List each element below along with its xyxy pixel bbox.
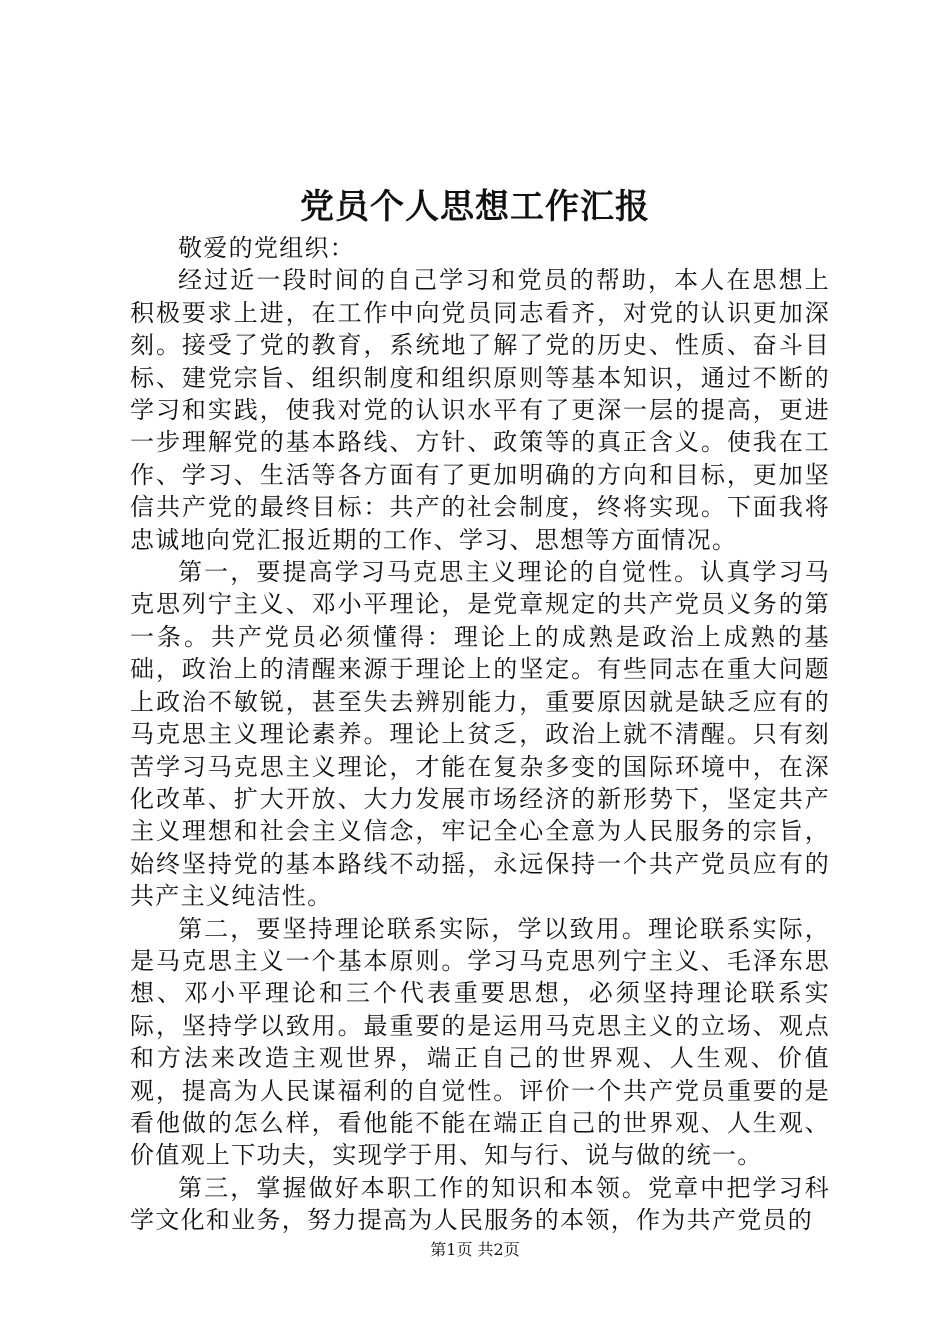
paragraph-third: 第三，掌握做好本职工作的知识和本领。党章中把学习科学文化和业务，努力提高为人民服务的本领，作为共产党员的 (130, 1173, 830, 1235)
paragraph-second: 第二，要坚持理论联系实际，学以致用。理论联系实际，是马克思主义一个基本原则。学习马克思列宁主义、毛泽东思想、邓小平理论和三个代表重要思想，必须坚持理论联系实际，坚持学以致用。最重要的是运用马克思主义的立场、观点和方法来改造主观世界，端正自己的世界观、人生观、价值观，提高为人民谋福利的自觉性。评价一个共产党员重要的是看他做的怎么样，看他能不能在端正自己的世界观、人生观、价值观上下功夫，实现学于用、知与行、说与做的统一。 (130, 914, 830, 1170)
paragraph-first: 第一，要提高学习马克思主义理论的自觉性。认真学习马克思列宁主义、邓小平理论，是党章规定的共产党员义务的第一条。共产党员必须懂得：理论上的成熟是政治上成熟的基础，政治上的清醒来源于理论上的坚定。有些同志在重大问题上政治不敏锐，甚至失去辨别能力，重要原因就是缺乏应有的马克思主义理论素养。理论上贫乏，政治上就不清醒。只有刻苦学习马克思主义理论，才能在复杂多变的国际环境中，在深化改革、扩大开放、大力发展市场经济的新形势下，坚定共产主义理想和社会主义信念，牢记全心全意为人民服务的宗旨，始终坚持党的基本路线不动摇，永远保持一个共产党员应有的共产主义纯洁性。 (130, 558, 830, 911)
document-body (130, 232, 830, 1237)
page-footer: 第1页 共2页 (430, 1240, 520, 1259)
greeting: 敬爱的党组织： (178, 234, 356, 262)
paragraph-intro: 经过近一段时间的自己学习和党员的帮助，本人在思想上积极要求上进，在工作中向党员同志看齐，对党的认识更加深刻。接受了党的教育，系统地了解了党的历史、性质、奋斗目标、建党宗旨、组织制度和组织原则等基本知识，通过不断的学习和实践，使我对党的认识水平有了更深一层的提高，更进一步理解党的基本路线、方针、政策等的真正含义。使我在工作、学习、生活等各方面有了更加明确的方向和目标，更加坚信共产党的最终目标：共产的社会制度，终将实现。下面我将忠诚地向党汇报近期的工作、学习、思想等方面情况。 (130, 266, 830, 554)
page-title: 党员个人思想工作汇报 (300, 187, 650, 227)
